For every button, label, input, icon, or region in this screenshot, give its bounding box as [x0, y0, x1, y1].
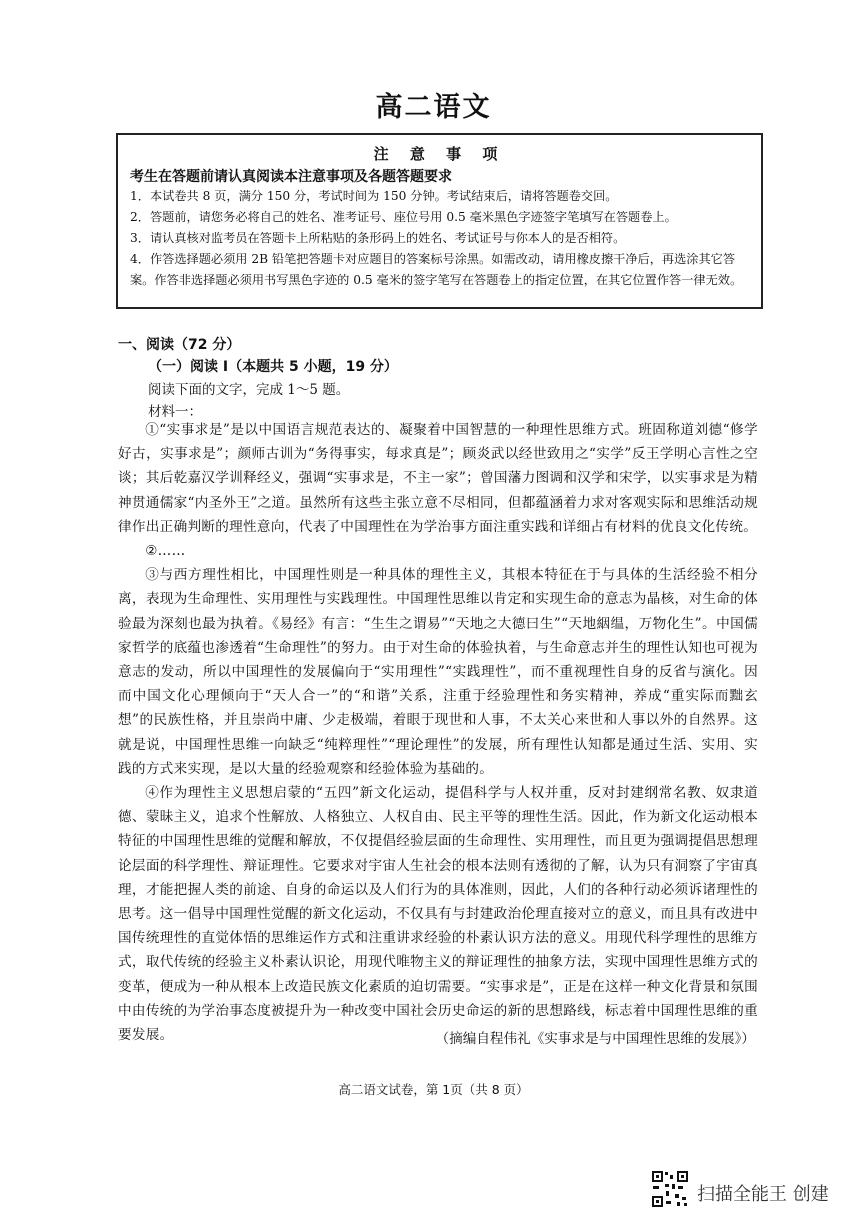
paragraph: ①“实事求是”是以中国语言规范表达的、凝聚着中国智慧的一种理性思维方式。班固称道刘德“修学好古，实事求是”；颜师古训为“务得事实，每求真是”；顾炎武以经世致用之“实学”反王学明心言性之空谈；其后乾嘉汉学训释经义，强调“实事求是，不主一家”；曾国藩力图调和汉学和宋学，以实事求是为精神贯通儒家“内圣外王”之道。虽然所有这些主张立意不尽相同，但都蕴涵着力求对客观实际和思维活动规律作出正确判断的理性意向，代表了中国理性在为学治事方面注重实践和详细占有材料的优良文化传统。	[118, 422, 758, 535]
notice-item: 4．作答选择题必须用 2B 铅笔把答题卡对应题目的答案标号涂黑。如需改动，请用橡皮擦干净后，再选涂其它答案。作答非选择题必须用书写黑色字迹的 0.5 毫米的签字笔写在答题卷上的指定位置，在其它位置作答一律无效。	[130, 252, 743, 287]
notice-item: 2．答题前，请您务必将自己的姓名、准考证号、座位号用 0.5 毫米黑色字迹签字笔填写在答题卷上。	[130, 210, 677, 224]
watermark-text: 扫描全能王 创建	[697, 1184, 829, 1205]
source-citation: （摘编自程伟礼《实事求是与中国理性思维的发展》）	[435, 1031, 755, 1047]
reading-instruction: 阅读下面的文字，完成 1～5 题。	[148, 382, 350, 398]
page-title: 高二语文	[375, 92, 492, 123]
qr-code-icon	[651, 1170, 689, 1208]
notice-subheading: 考生在答题前请认真阅读本注意事项及各题答题要求	[130, 169, 452, 185]
paragraph: ④作为理性主义思想启蒙的“五四”新文化运动，提倡科学与人权并重，反对封建纲常名教、奴隶道德、蒙昧主义，追求个性解放、人格独立、人权自由、民主平等的理性生活。因此，作为新文化运动根本特征的中国理性思维的觉醒和解放，不仅提倡经验层面的生命理性、实用理性，而且更为强调提倡思想理论层面的科学理性、辩证理性。它要求对宇宙人生社会的根本法则有透彻的了解，认为只有洞察了宇宙真理，才能把握人类的前途、自身的命运以及人们行为的具体准则，因此，人们的各种行动必须诉诸理性的思考。这一倡导中国理性觉醒的新文化运动，不仅具有与封建政治伦理直接对立的意义，而且具有改进中国传统理性的直觉体悟的思维运作方式和注重讲求经验的朴素认识方法的意义。用现代科学理性的思维方式，取代传统的经验主义朴素认识论，用现代唯物主义的辩证理性的抽象方法，实现中国理性思维方式的变革，便成为一种从根本上改造民族文化素质的迫切需要。“实事求是”，正是在这样一种文化背景和氛围中由传统的为学治事态度被提升为一种改变中国社会历史命运的新的思想路线，标志着中国理性思维的重要发展。	[118, 785, 758, 1044]
material-label: 材料一：	[148, 404, 202, 420]
page-footer: 高二语文试卷，第 1页（共 8 页）	[338, 1082, 529, 1097]
paragraph: ③与西方理性相比，中国理性则是一种具体的理性主义，其根本特征在于与具体的生活经验不相分离，表现为生命理性、实用理性与实践理性。中国理性思维以肯定和实现生命的意志为晶核，对生命的体验最为深刻也最为执着。《易经》有言：“生生之谓易”“天地之大德曰生”“天地絪缊，万物化生”。中国儒家哲学的底蕴也渗透着“生命理性”的努力。由于对生命的体验执着，与生命意志并生的理性认知也可视为意志的发动，所以中国理性的发展偏向于“实用理性”“实践理性”，而不重视理性自身的反省与演化。因而中国文化心理倾向于“天人合一”的“和谐”关系，注重于经验理性和务实精神，养成“重实际而黜玄想”的民族性格，并且崇尚中庸、少走极端，着眼于现世和人事，不太关心来世和人事以外的自然界。这就是说，中国理性思维一向缺乏“纯粹理性”“理论理性”的发展，所有理性认知都是通过生活、实用、实践的方式来实现，是以大量的经验观察和经验体验为基础的。	[118, 567, 758, 777]
notice-item: 1．本试卷共 8 页，满分 150 分，考试时间为 150 分钟。考试结束后，请将答题卷交回。	[130, 189, 618, 203]
notice-item: 3．请认真核对监考员在答题卡上所粘贴的条形码上的姓名、考试证号与你本人的是否相符。	[130, 231, 626, 245]
paragraph: ②……	[145, 543, 186, 560]
section-heading: 一、阅读（72 分）	[118, 337, 241, 353]
notice-box	[116, 133, 763, 309]
notice-heading: 注 意 事 项	[373, 145, 506, 163]
passage	[118, 418, 758, 1047]
subsection-heading: （一）阅读 I（本题共 5 小题，19 分）	[148, 359, 398, 375]
